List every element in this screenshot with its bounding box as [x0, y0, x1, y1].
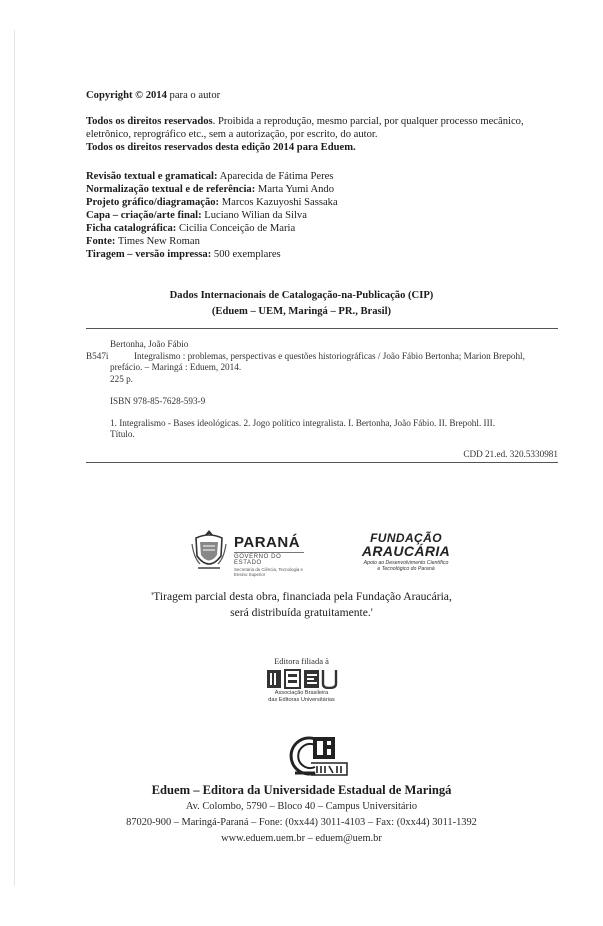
cip-header [40, 288, 563, 320]
cip-title: Dados Internacionais de Catalogação-na-Publicação (CIP) [169, 290, 434, 301]
credit-label: Revisão textual e gramatical: [86, 171, 218, 182]
copyright-line [86, 89, 558, 102]
credit-label: Tiragem – versão impressa: [86, 249, 212, 260]
publisher-info [40, 781, 563, 847]
parana-name: PARANÁ [234, 534, 301, 551]
eduem-logo-icon [287, 733, 353, 779]
rights-line-1 [86, 115, 558, 128]
cip-desc-line-1 [86, 351, 558, 363]
cip-subtitle: (Eduem – UEM, Maringá – PR., Brasil) [211, 306, 392, 317]
publisher-phones: 87020-900 – Maringá-Paraná – Fone: (0xx44) 3011-4103 – Fax: (0xx44) 3011-1392 [126, 817, 477, 828]
fa-line-1: FUNDAÇÃO [370, 531, 442, 545]
fundacao-araucaria-logo [350, 532, 462, 572]
credit-label: Capa – criação/arte final: [86, 210, 202, 221]
credit-item [86, 170, 558, 183]
credit-value: Times New Roman [115, 236, 200, 247]
abeu-name-1: Associação Brasileira [274, 690, 329, 696]
credit-item [86, 196, 558, 209]
cip-record [86, 339, 558, 460]
parana-government: GOVERNO DO ESTADO [234, 552, 304, 566]
copyright-label: Copyright © 2014 [86, 90, 167, 101]
credit-item [86, 222, 558, 235]
abeu-caption: Editora filiada à [274, 656, 329, 666]
cip-author: Bertonha, João Fábio [110, 339, 189, 349]
credit-label: Projeto gráfico/diagramação: [86, 197, 220, 208]
credit-value: Marcos Kazuyoshi Sassaka [219, 197, 338, 208]
parana-wordmark [234, 534, 308, 577]
credit-label: Ficha catalográfica: [86, 223, 177, 234]
fa-subtitle-1: Apoio ao Desenvolvimento Científico [363, 560, 449, 566]
publisher-name: Eduem – Editora da Universidade Estadual de Maringá [151, 783, 452, 797]
credit-item [86, 209, 558, 222]
cip-cdd: CDD 21.ed. 320.5330981 [463, 448, 558, 459]
credit-item [86, 235, 558, 248]
fa-subtitle-2: e Tecnológico do Paraná [377, 566, 435, 572]
abeu-logo-icon [266, 669, 338, 689]
rights-block [86, 115, 558, 154]
credits-list [86, 170, 558, 261]
credit-value: 500 exemplares [211, 249, 281, 260]
cip-top-rule [86, 328, 558, 329]
cip-bottom-rule [86, 462, 558, 463]
credit-item [86, 248, 558, 261]
publisher-web: www.eduem.uem.br – eduem@uem.br [221, 833, 382, 844]
credit-label: Fonte: [86, 236, 116, 247]
credit-value: Luciano Wilian da Silva [201, 210, 307, 221]
publisher-address: Av. Colombo, 5790 – Bloco 40 – Campus Universitário [185, 801, 418, 812]
rights-text-1: . Proibida a reprodução, mesmo parcial, por qualquer processo mecânico, [212, 116, 524, 127]
credit-value: Marta Yumi Ando [255, 184, 335, 195]
funding-note [40, 589, 563, 621]
cip-cutter-code: B547i [86, 350, 109, 361]
cip-desc-text-1: Integralismo : problemas, perspectivas e questões historiográficas / João Fábio Bertonha; Marion Brepohl, [134, 350, 525, 361]
abeu-name-2: das Editoras Universitárias [268, 697, 335, 703]
sponsor-logos [190, 528, 490, 578]
fa-line-2: ARAUCÁRIA [361, 543, 451, 559]
cip-pages: 225 p. [110, 373, 133, 384]
credit-value: Aparecida de Fátima Peres [217, 171, 334, 182]
funding-note-line-2: será distribuída gratuitamente.' [230, 606, 373, 619]
rights-label: Todos os direitos reservados [86, 116, 213, 127]
cip-subjects-2: Título. [110, 429, 135, 439]
cip-isbn: ISBN 978-85-7628-593-9 [110, 396, 206, 406]
cip-subjects-1: 1. Integralismo - Bases ideológicas. 2. Jogo político integralista. I. Bertonha, João Fábio. II. Brepohl. III. [110, 417, 496, 428]
credit-item [86, 183, 558, 196]
rights-line-2: eletrônico, reprográfico etc., sem a autorização, por escrito, do autor. [86, 129, 378, 140]
parana-coat-of-arms-icon [190, 528, 228, 574]
cip-desc-line-2: prefácio. – Maringá : Eduem, 2014. [110, 362, 242, 372]
edition-rights: Todos os direitos reservados desta edição 2014 para Eduem. [86, 142, 356, 153]
credit-label: Normalização textual e de referência: [86, 184, 256, 195]
credit-value: Cicilia Conceição de Maria [176, 223, 296, 234]
abeu-block [40, 656, 563, 704]
copyright-owner: para o autor [166, 90, 221, 101]
parana-secretariat: Secretaria da Ciência, Tecnologia e Ensino Superior [234, 567, 303, 577]
funding-note-line-1: 'Tiragem parcial desta obra, financiada pela Fundação Araucária, [151, 590, 452, 603]
